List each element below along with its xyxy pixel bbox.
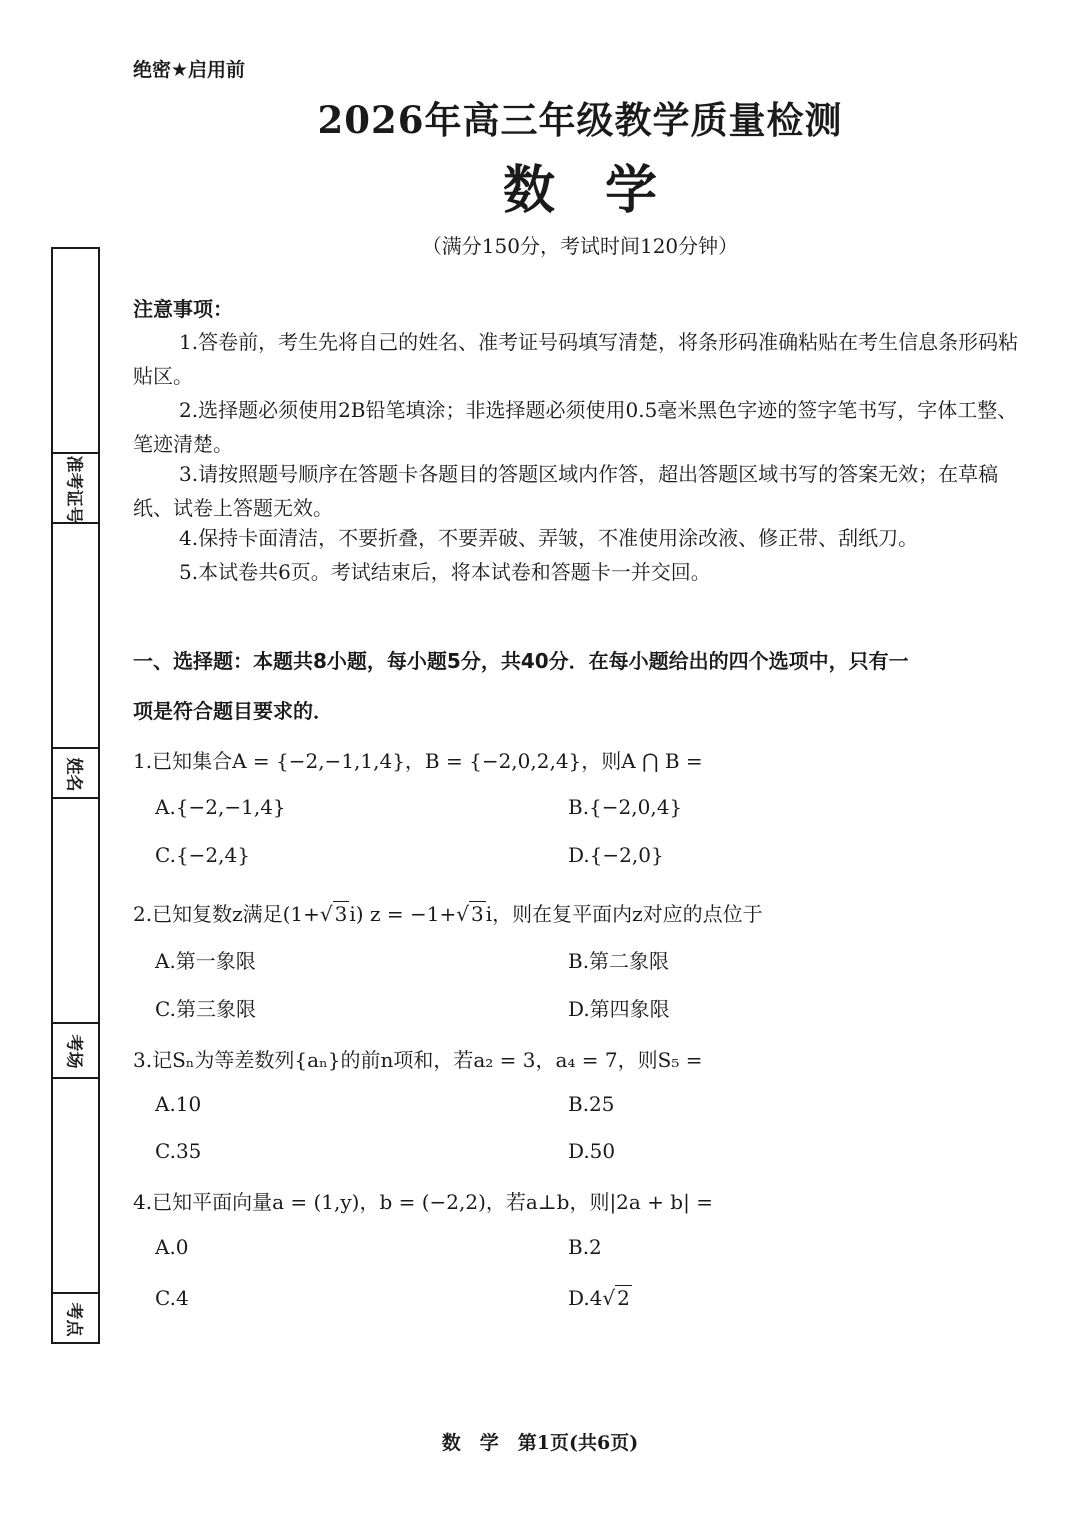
name-label: 姓名 xyxy=(63,757,83,791)
option-a: A.第一象限 xyxy=(155,949,256,973)
exam-site-label: 考点 xyxy=(63,1302,83,1336)
option-c: C.第三象限 xyxy=(155,997,256,1021)
sqrt-radicand: 2 xyxy=(617,1286,630,1310)
question-stem: 1.已知集合A = {−2,−1,1,4}，B = {−2,0,2,4}，则A ⋂ B = xyxy=(133,749,703,773)
option-d: D.50 xyxy=(568,1139,616,1163)
stem-part: 2.已知复数z满足(1+√ xyxy=(133,902,333,926)
option-c: C.35 xyxy=(155,1139,202,1163)
note-item: 5.本试卷共6页。考试结束后，将本试卷和答题卡一并交回。 xyxy=(179,560,711,584)
binding-label-cell xyxy=(53,1024,98,1079)
sqrt-radicand: 3 xyxy=(470,902,484,926)
page-footer: 数 学 第1页(共6页) xyxy=(441,1432,639,1454)
option-c: C.4 xyxy=(155,1286,189,1310)
binding-strip xyxy=(51,247,100,1344)
binding-blank-cell xyxy=(53,524,98,749)
option-d-label: D.4√ xyxy=(568,1286,616,1310)
section-heading-line1: 一、选择题：本题共8小题，每小题5分，共40分．在每小题给出的四个选项中，只有一 xyxy=(133,649,909,673)
confidential-label: 绝密★启用前 xyxy=(133,59,246,81)
exam-title: 2026年高三年级教学质量检测 xyxy=(317,98,843,142)
stem-part: i) z = −1+√ xyxy=(349,902,469,926)
option-a: A.{−2,−1,4} xyxy=(155,795,286,819)
option-d: D.{−2,0} xyxy=(568,843,664,867)
option-a: A.0 xyxy=(155,1235,189,1259)
option-d: D.第四象限 xyxy=(568,997,670,1021)
subject-title: 数学 xyxy=(502,160,707,221)
exam-room-label: 考场 xyxy=(63,1034,83,1069)
option-c: C.{−2,4} xyxy=(155,843,250,867)
question-stem: 3.记Sₙ为等差数列{aₙ}的前n项和，若a₂ = 3，a₄ = 7，则S₅ = xyxy=(133,1048,703,1072)
notes-heading: 注意事项： xyxy=(133,297,233,321)
option-d xyxy=(568,1286,632,1310)
note-item: 3.请按照题号顺序在答题卡各题目的答题区域内作答，超出答题区域书写的答案无效；在草稿纸、试卷上答题无效。 xyxy=(133,462,999,520)
option-b: B.{−2,0,4} xyxy=(568,795,683,819)
binding-label-cell xyxy=(53,749,98,799)
option-b: B.25 xyxy=(568,1092,615,1116)
note-item: 2.选择题必须使用2B铅笔填涂；非选择题必须使用0.5毫米黑色字迹的签字笔书写，字体工整、笔迹清楚。 xyxy=(133,398,1018,456)
stem-part: i，则在复平面内z对应的点位于 xyxy=(485,902,763,926)
option-a: A.10 xyxy=(155,1092,202,1116)
binding-blank-cell xyxy=(53,799,98,1024)
section-heading-line2: 项是符合题目要求的． xyxy=(133,699,333,723)
full-mark-note: （满分150分，考试时间120分钟） xyxy=(421,234,739,258)
question-stem: 4.已知平面向量a = (1,y)，b = (−2,2)，若a⊥b，则|2a + b| = xyxy=(133,1190,713,1214)
binding-blank-cell xyxy=(53,249,98,454)
option-b: B.第二象限 xyxy=(568,949,670,973)
binding-blank-cell xyxy=(53,1079,98,1294)
option-b: B.2 xyxy=(568,1235,602,1259)
note-item: 1.答卷前，考生先将自己的姓名、准考证号码填写清楚，将条形码准确粘贴在考生信息条形码粘贴区。 xyxy=(133,330,1019,388)
admission-number-label: 准考证号 xyxy=(63,455,83,523)
binding-label-cell xyxy=(53,454,98,524)
sqrt-radicand: 3 xyxy=(334,902,348,926)
question-stem xyxy=(133,898,763,927)
note-item: 4.保持卡面清洁，不要折叠，不要弄破、弄皱，不准使用涂改液、修正带、刮纸刀。 xyxy=(179,526,919,550)
